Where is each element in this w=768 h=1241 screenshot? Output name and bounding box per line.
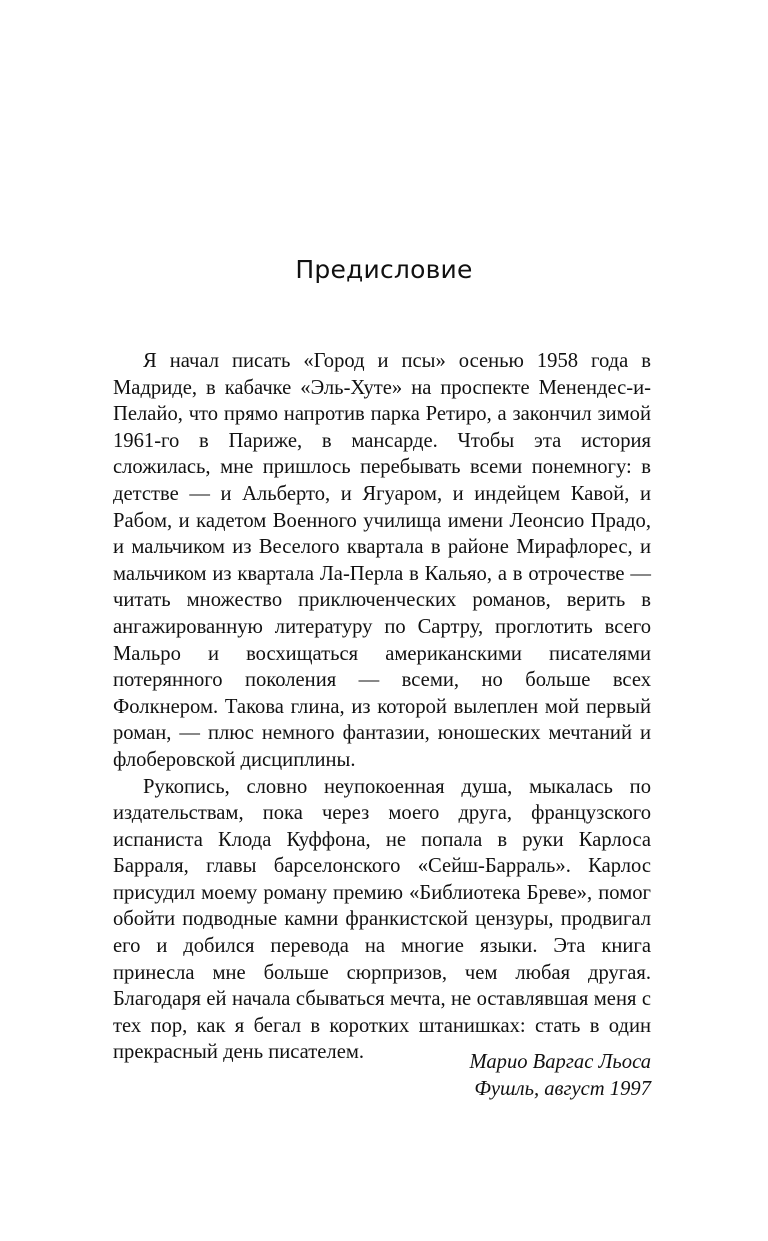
- signature-block: [469, 1049, 651, 1103]
- signature-author: Марио Варгас Льоса: [469, 1051, 651, 1073]
- page-title: Предисловие: [295, 255, 473, 284]
- preface-body: [113, 348, 651, 1066]
- paragraph-1: Я начал писать «Город и псы» осенью 1958 года в Мадриде, в кабачке «Эль-Хуте» на проспекте Менендес-и-Пелайо, что прямо напротив парка Ретиро, а закончил зимой 1961-го в Париже, в мансарде. Чтобы эта история сложилась, мне пришлось перебывать всеми понемногу: в детстве — и Альберто, и Ягуаром, и индейцем Кавой, и Рабом, и кадетом Военного училища имени Леонсио Прадо, и мальчиком из Веселого квартала в районе Мирафлорес, и мальчиком из квартала Ла-Перла в Кальяо, а в отрочестве — читать множество приключенческих романов, верить в ангажированную литературу по Сартру, проглотить всего Мальро и восхищаться американскими писателями потерянного поколения — всеми, но больше всех Фолкнером. Такова глина, из которой вылеплен мой первый роман, — плюс немного фантазии, юношеских мечтаний и флоберовской дисциплины.: [113, 350, 651, 771]
- signature-place-date: Фушль, август 1997: [474, 1078, 651, 1100]
- paragraph-2: Рукопись, словно неупокоенная душа, мыкалась по издательствам, пока через моего друга, французского испаниста Клода Куффона, не попала в руки Карлоса Барраля, главы барселонского «Сейш-Барраль». Карлос присудил моему роману премию «Библиотека Бреве», помог обойти подводные камни франкистской цензуры, продвигал его и добился перевода на многие языки. Эта книга принесла мне больше сюрпризов, чем любая другая. Благодаря ей начала сбываться мечта, не оставлявшая меня с тех пор, как я бегал в коротких штанишках: стать в один прекрасный день писателем.: [113, 775, 651, 1064]
